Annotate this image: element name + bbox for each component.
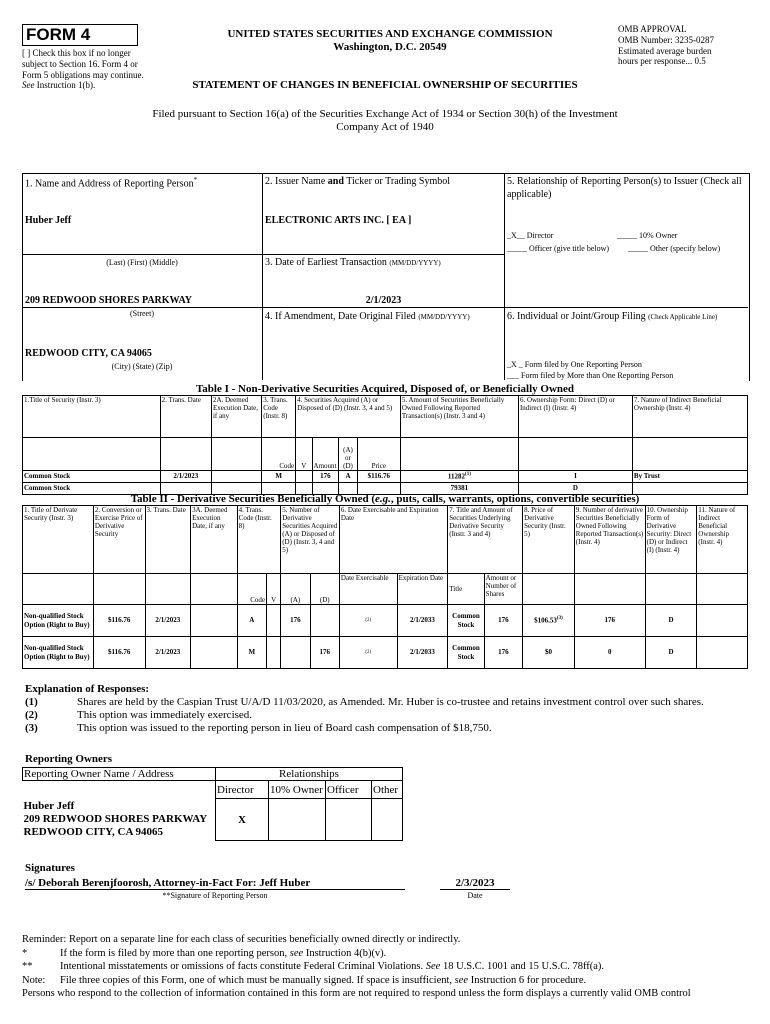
relationship-officer: _____ Officer (give title below) [507, 244, 610, 253]
relationship-director: _X__ Director [507, 231, 554, 240]
t2-sub-d: (D) [310, 574, 339, 605]
owners-table [22, 767, 403, 841]
footer [22, 933, 757, 1001]
t2-h-title: 1. Title of Derivate Security (Instr. 3) [23, 506, 94, 574]
t1-h-owned: 5. Amount of Securities Beneficially Owned Following Reported Transaction(s) (Instr. 3 and 4) [400, 396, 518, 438]
footnote-double-star: ** Intentional misstatements or omissions of facts constitute Federal Criminal Violations. See 18 U.S.C. 1001 and 15 U.S.C. 78ff(a). [22, 961, 605, 972]
filing-multiple-persons: ___ Form filed by More than One Reporting Person [507, 371, 674, 380]
t2-sub-v: V [267, 574, 281, 605]
t2-h-form: 10. Ownership Form of Derivative Security: Direct (D) or Indirect (I) (Instr. 4) [645, 506, 697, 574]
table1 [22, 395, 748, 495]
t1-h-date: 2. Trans. Date [160, 396, 211, 438]
owners-col-name: Reporting Owner Name / Address [23, 768, 216, 781]
signatures-title: Signatures [25, 862, 75, 874]
footnote-note: Note: File three copies of this Form, one of which must be manually signed. If space is insufficient, see Instruction 6 for procedure. [22, 974, 587, 986]
t2-sub-a: (A) [281, 574, 310, 605]
earliest-transaction-date: 2/1/2023 [365, 295, 402, 306]
issuer-name: ELECTRONIC ARTS INC. [ EA ] [265, 215, 412, 226]
t1-sub-code: Code [262, 438, 296, 471]
t2-h-exercise: 6. Date Exercisable and Expiration Date [339, 506, 447, 574]
relationship-other: _____ Other (specify below) [628, 244, 721, 253]
box1-label: 1. Name and Address of Reporting Person* [25, 176, 198, 190]
signer-caption: **Signature of Reporting Person [162, 891, 268, 900]
table2 [22, 505, 748, 669]
owners-col-director: Director [216, 781, 269, 799]
t2-h-code: 4. Trans. Code (Instr. 8) [237, 506, 281, 574]
omb-notice: Persons who respond to the collection of information contained in this form are not required to respond unless the form displays a currently valid OMB control [22, 988, 691, 999]
box4-label: 4. If Amendment, Date Original Filed (MM/DD/YYYY) [265, 311, 470, 322]
table-row: Common Stock 2/1/2023 M 176 A $116.76 11282$^{(1)}$ I By Trust [23, 471, 748, 483]
t1-sub-v: V [296, 438, 312, 471]
owners-col-other: Other [372, 781, 403, 799]
signature-date-caption: Date [467, 891, 483, 900]
agency-name: UNITED STATES SECURITIES AND EXCHANGE COMMISSION [227, 28, 553, 40]
explanation-title: Explanation of Responses: [25, 683, 150, 695]
t1-h-acquired: 4. Securities Acquired (A) or Disposed of (D) (Instr. 3, 4 and 5) [296, 396, 401, 438]
t1-h-form: 6. Ownership Form: Direct (D) or Indirect (I) (Instr. 4) [518, 396, 632, 438]
t1-h-code: 3. Trans. Code (Instr. 8) [262, 396, 296, 438]
list-item: (2) This option was immediately exercised. [25, 709, 253, 721]
reminder: Reminder: Report on a separate line for each class of securities beneficially owned directly or indirectly. [22, 934, 461, 945]
t1-sub-amount: Amount [312, 438, 339, 471]
t2-h-number: 5. Number of Derivative Securities Acquired (A) or Disposed of (D) (Instr. 3, 4 and 5) [281, 506, 340, 574]
box6-label: 6. Individual or Joint/Group Filing (Check Applicable Line) [507, 311, 718, 322]
box3-label: 3. Date of Earliest Transaction (MM/DD/YYYY) [265, 257, 441, 268]
table-row: Non-qualified Stock Option (Right to Buy) $116.76 2/1/2023 A 176 (2) 2/1/2033 Common Stock 176 $106.53$^{(3)}$ 176 D [23, 605, 748, 637]
t1-h-title: 1.Title of Security (Instr. 3) [23, 396, 161, 438]
relationship-ten-pct: _____ 10% Owner [617, 231, 678, 240]
owners-title: Reporting Owners [25, 753, 113, 765]
t2-h-owned: 9. Number of derivative Securities Beneficially Owned Following Reported Transaction(s) (Instr. 4) [574, 506, 645, 574]
table-row: Huber Jeff 209 REDWOOD SHORES PARKWAY REDWOOD CITY, CA 94065 X [23, 799, 403, 841]
statement-title: STATEMENT OF CHANGES IN BENEFICIAL OWNERSHIP OF SECURITIES [192, 79, 578, 91]
explanation-list [25, 696, 745, 735]
street-caption: (Street) [130, 309, 154, 318]
checkbox-note: [ ] Check this box if no longer subject to Section 16. Form 4 or Form 5 obligations may continue. See Instruction 1(b). [22, 48, 144, 91]
reporting-person-name: Huber Jeff [25, 215, 72, 226]
t1-h-nature: 7. Nature of Indirect Beneficial Ownership (Instr. 4) [632, 396, 747, 438]
t1-sub-price: Price [357, 438, 400, 471]
t2-sub-expiration: Expiration Date [397, 574, 448, 605]
signature-date: 2/3/2023 [440, 877, 510, 890]
table1-title: Table I - Non-Derivative Securities Acquired, Disposed of, or Beneficially Owned [195, 383, 575, 395]
t2-h-price: 8. Price of Derivative Security (Instr. 5) [523, 506, 575, 574]
form-title-box [22, 24, 138, 46]
filed-pursuant: Filed pursuant to Section 16(a) of the Securities Exchange Act of 1934 or Section 30(h) of the Investment Company Act of 1940 [152, 108, 618, 134]
t2-sub-code: Code [237, 574, 266, 605]
t1-h-deemed: 2A. Deemed Execution Date, if any [211, 396, 261, 438]
filing-one-person: _X _ Form filed by One Reporting Person [507, 360, 642, 369]
list-item: (1) Shares are held by the Caspian Trust U/A/D 11/03/2020, as Amended. Mr. Huber is co-trustee and retains investment control over such shares. [25, 696, 704, 708]
signer-line: /s/ Deborah Berenjfoorosh, Attorney-in-Fact For: Jeff Huber [25, 877, 405, 890]
list-item: (3) This option was issued to the reporting person in lieu of Board cash compensation of $18,750. [25, 722, 492, 734]
box2-label: 2. Issuer Name and Ticker or Trading Symbol [265, 176, 451, 187]
t2-sub-title: Title [448, 574, 484, 605]
table2-title: Table II - Derivative Securities Beneficially Owned (e.g., puts, calls, warrants, options, convertible securities) [130, 493, 640, 505]
t1-sub-aord: (A) or (D) [339, 438, 357, 471]
t2-h-date: 3. Trans. Date [145, 506, 191, 574]
t2-sub-amount: Amount or Number of Shares [484, 574, 522, 605]
t2-h-nature: 11. Nature of Indirect Beneficial Ownership (Instr. 4) [697, 506, 748, 574]
t2-sub-exercisable: Date Exercisable [339, 574, 397, 605]
city-caption: (City) (State) (Zip) [111, 362, 173, 371]
table-row: Common Stock 79381 D [23, 483, 748, 495]
omb-box: OMB APPROVAL OMB Number: 3235-0287 Estimated average burden hours per response... 0.5 [618, 24, 714, 67]
reporting-person-street: 209 REDWOOD SHORES PARKWAY [25, 295, 192, 306]
reporting-person-city: REDWOOD CITY, CA 94065 [25, 348, 152, 359]
owners-col-relationships: Relationships [216, 768, 403, 781]
owners-col-officer: Officer [326, 781, 372, 799]
t2-h-conv: 2. Conversion or Exercise Price of Derivative Security [93, 506, 145, 574]
agency-city: Washington, D.C. 20549 [333, 41, 447, 53]
form-title: FORM 4 [26, 25, 91, 44]
t2-h-underlying: 7. Title and Amount of Securities Underlying Derivative Security (Instr. 3 and 4) [448, 506, 523, 574]
footnote-star: * If the form is filed by more than one reporting person, see Instruction 4(b)(v). [22, 947, 387, 959]
owners-col-ten: 10% Owner [269, 781, 326, 799]
t2-h-deemed: 3A. Deemed Execution Date, if any [191, 506, 238, 574]
table-row: Non-qualified Stock Option (Right to Buy) $116.76 2/1/2023 M 176 (2) 2/1/2033 Common Stock 176 $0 0 D [23, 637, 748, 669]
box5-label: 5. Relationship of Reporting Person(s) to Issuer (Check all applicable) [507, 176, 742, 200]
name-caption: (Last) (First) (Middle) [106, 258, 178, 267]
